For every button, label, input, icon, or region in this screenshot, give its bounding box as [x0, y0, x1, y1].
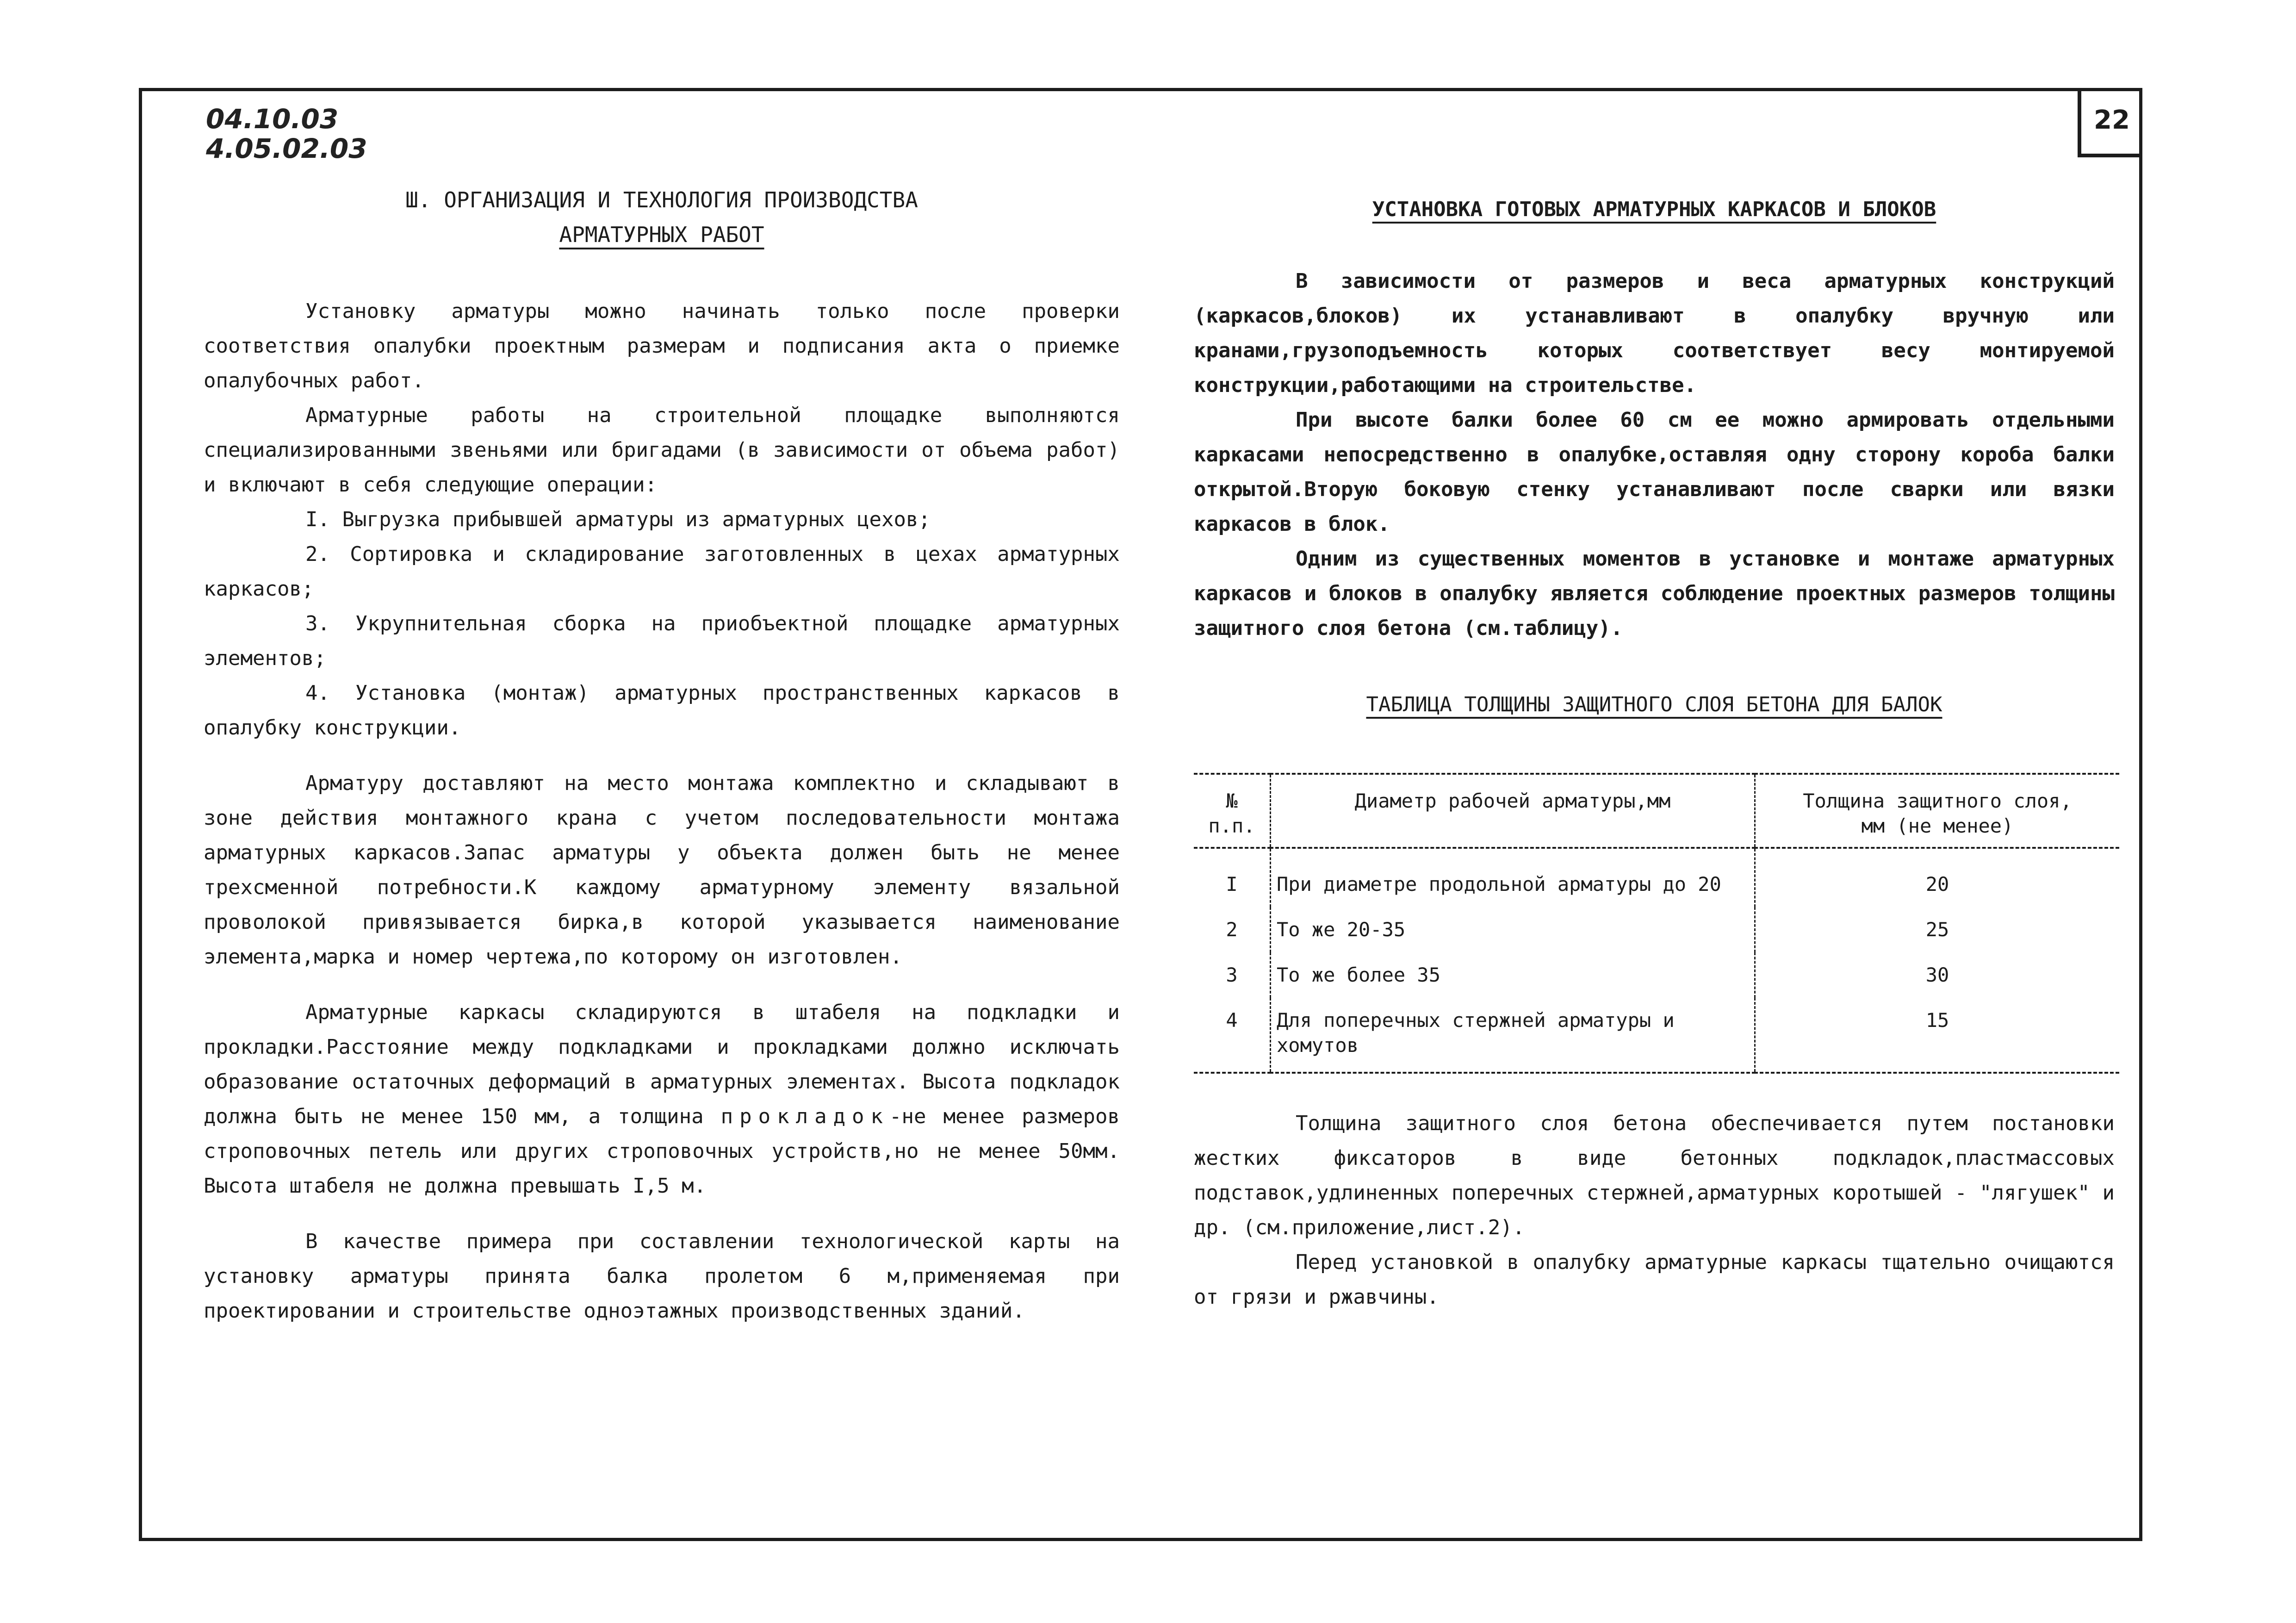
row-thickness: 25: [1755, 907, 2120, 952]
document-code-2: 4.05.02.03: [206, 133, 367, 164]
header-number-symbol: №: [1226, 790, 1238, 812]
list-item: I. Выгрузка прибывшей арматуры из арматурных цехов;: [305, 508, 931, 531]
paragraph-cleaning: Перед установкой в опалубку арматурные каркасы тщательно очищаются от грязи и ржавчины.: [1194, 1250, 2115, 1309]
list-item: 4. Установка (монтаж) арматурных пространственных каркасов в опалубку конструкции.: [204, 681, 1120, 740]
section-title-line-2: АРМАТУРНЫХ РАБОТ: [559, 222, 764, 247]
paragraph-example: В качестве примера при составлении технологической карты на установку арматуры принята балка пролетом 6 м,применяемая при проектировании и строительстве одноэтажных производственных зданий.: [204, 1230, 1120, 1323]
section-title-line-1: Ш. ОРГАНИЗАЦИЯ И ТЕХНОЛОГИЯ ПРОИЗВОДСТВА: [405, 187, 918, 212]
row-number: 4: [1226, 1009, 1238, 1032]
storage-text-b: -не менее размеров строповочных петель или других строповочных устройств,но не менее 50мм. Высота штабеля не должна превышать I,5 м.: [204, 1105, 1120, 1198]
row-diameter: Для поперечных стержней арматуры и хомутов: [1271, 998, 1755, 1073]
paragraph-operations: Арматурные работы на строительной площадке выполняются специализированными звеньями или бригадами (в зависимости от объема работ) и включают в себя следующие операции:: [204, 404, 1120, 497]
row-diameter: То же 20-35: [1271, 907, 1755, 952]
paragraph-beam-height: При высоте балки более 60 см ее можно армировать отдельными каркасами непосредственно в опалубке,оставляя одну сторону короба балки открытой.Вторую боковую стенку устанавливают после сварки или вязки каркасов в блок.: [1194, 408, 2115, 536]
right-column: [1194, 192, 2115, 1314]
table-row: [1194, 998, 2119, 1073]
row-number: 3: [1226, 964, 1238, 986]
document-codes: [206, 104, 367, 163]
paragraph-installation: В зависимости от размеров и веса арматурных конструкций (каркасов,блоков) их устанавливают в опалубку вручную или кранами,грузоподъемность которых соответствует весу монтируемой конструкции,работающими на строительстве.: [1194, 269, 2115, 397]
paragraph-cover-layer: Одним из существенных моментов в установке и монтаже арматурных каркасов и блоков в опалубку является соблюдение проектных размеров толщины защитного слоя бетона (см.таблицу).: [1194, 547, 2115, 640]
row-diameter: То же более 35: [1271, 952, 1755, 998]
header-diameter: Диаметр рабочей арматуры,мм: [1271, 774, 1755, 848]
header-number: [1194, 774, 1271, 848]
protective-layer-table: [1194, 773, 2119, 1074]
table-row: [1194, 952, 2119, 998]
table-title: ТАБЛИЦА ТОЛЩИНЫ ЗАЩИТНОГО СЛОЯ БЕТОНА ДЛЯ БАЛОК: [1366, 693, 1942, 716]
row-number: I: [1226, 873, 1238, 895]
header-number-abbr: п.п.: [1208, 815, 1255, 837]
storage-spaced-word: прокладок: [720, 1105, 890, 1128]
left-column: [204, 183, 1120, 1328]
section-title: [204, 183, 1120, 252]
list-item: 3. Укрупнительная сборка на приобъектной площадке арматурных элементов;: [204, 612, 1120, 670]
paragraph-inspection: Установку арматуры можно начинать только после проверки соответствия опалубки проектным размерам и подписания акта о приемке опалубочных работ.: [204, 299, 1120, 392]
row-number: 2: [1226, 918, 1238, 941]
table-row: [1194, 907, 2119, 952]
list-item: 2. Сортировка и складирование заготовленных в цехах арматурных каркасов;: [204, 542, 1120, 601]
row-thickness: 15: [1755, 998, 2120, 1073]
row-thickness: 20: [1755, 848, 2120, 907]
installation-title: УСТАНОВКА ГОТОВЫХ АРМАТУРНЫХ КАРКАСОВ И БЛОКОВ: [1372, 198, 1936, 221]
table-row: [1194, 848, 2119, 907]
page-number: 22: [2078, 88, 2142, 157]
paragraph-storage: [204, 995, 1120, 1203]
document-code-1: 04.10.03: [206, 103, 339, 135]
header-thickness-line-1: Толщина защитного слоя,: [1803, 790, 2072, 812]
storage-text-a: Арматурные каркасы складируются в штабеля на подкладки и прокладки.Расстояние между подкладками и прокладками должно исключать образование остаточных деформаций в арматурных элементах. Высота подкладок должна быть не менее 150 мм, а толщина: [204, 1001, 1120, 1128]
row-diameter: При диаметре продольной арматуры до 20: [1271, 848, 1755, 907]
table-header-row: [1194, 774, 2119, 848]
paragraph-fixators: Толщина защитного слоя бетона обеспечивается путем постановки жестких фиксаторов в виде бетонных подкладок,пластмассовых подставок,удлиненных поперечных стержней,арматурных коротышей - "лягушек" и др. (см.приложение,лист.2).: [1194, 1112, 2115, 1239]
header-thickness-line-2: мм (не менее): [1861, 815, 2014, 837]
row-thickness: 30: [1755, 952, 2120, 998]
header-thickness: [1755, 774, 2120, 848]
paragraph-delivery: Арматуру доставляют на место монтажа комплектно и складывают в зоне действия монтажного крана с учетом последовательности монтажа арматурных каркасов.Запас арматуры у объекта должен быть не менее трехсменной потребности.К каждому арматурному элементу вязальной проволокой привязывается бирка,в которой указывается наименование элемента,марка и номер чертежа,по которому он изготовлен.: [204, 771, 1120, 969]
